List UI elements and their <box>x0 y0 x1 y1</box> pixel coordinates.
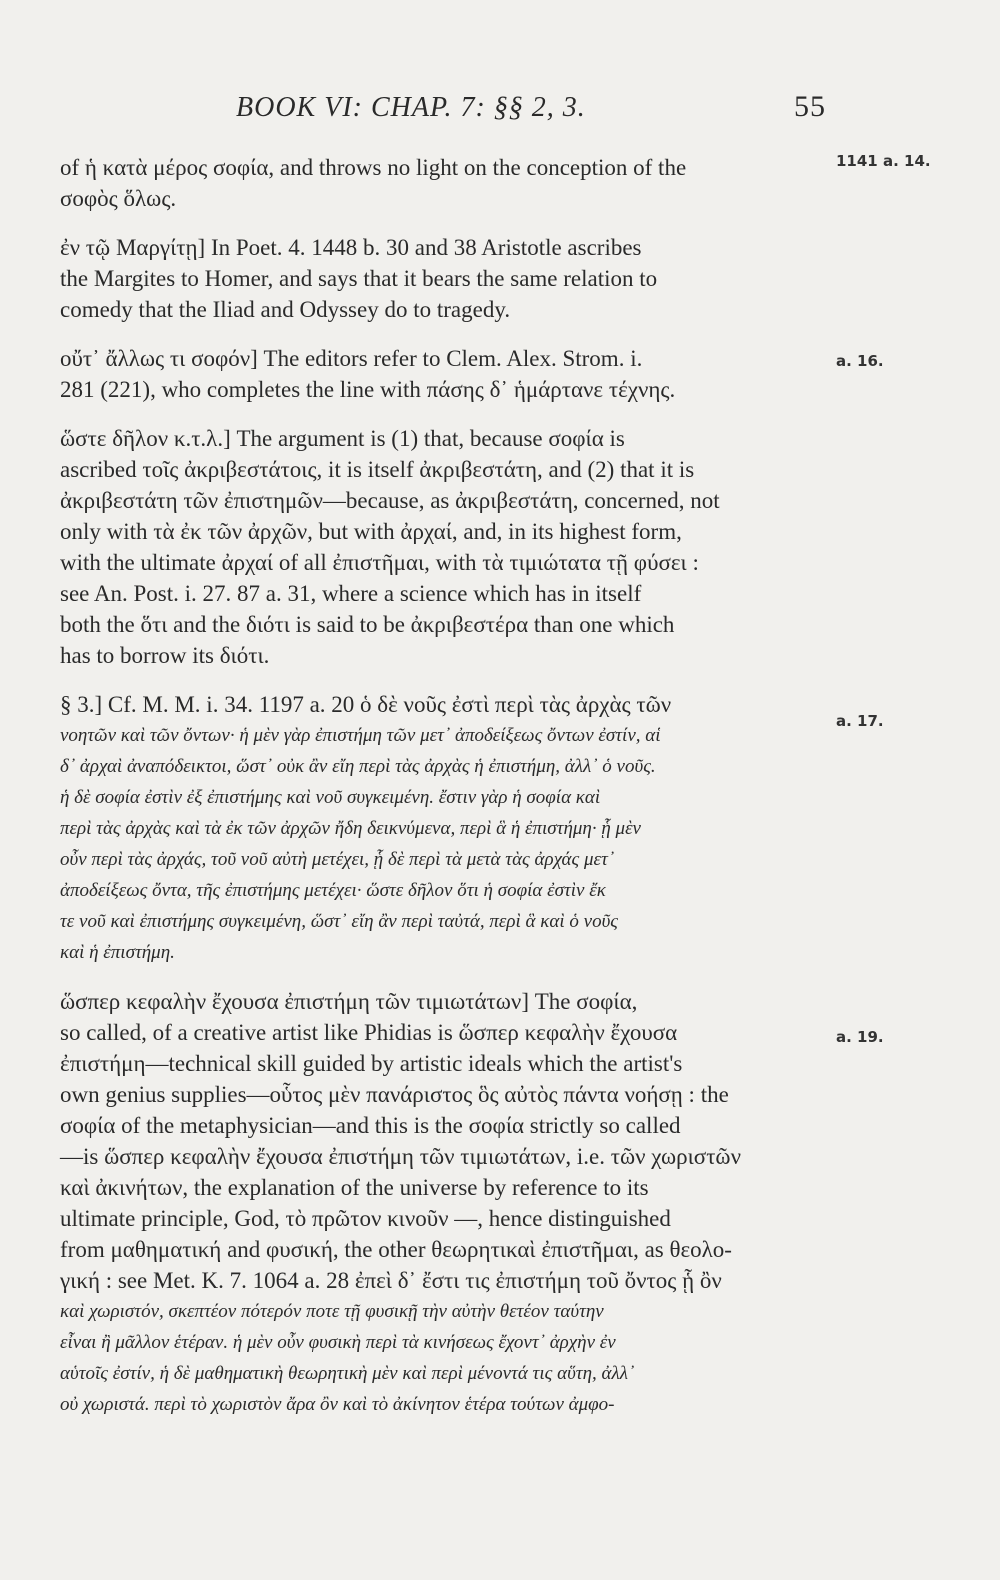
text-line: οὔτ᾽ ἄλλως τι σοφόν] The editors refer to Clem. Alex. Strom. i. <box>60 346 643 371</box>
commentary-text <box>60 152 840 1420</box>
paragraph <box>60 152 840 214</box>
text-line: σοφὸς ὅλως. <box>60 186 177 211</box>
text-line: ὥστε δῆλον κ.τ.λ.] The argument is (1) that, because σοφία is <box>60 426 625 451</box>
paragraph <box>60 689 840 968</box>
margin-ref: a. 19. <box>836 1028 884 1046</box>
paragraph <box>60 343 840 405</box>
text-line: § 3.] Cf. M. M. i. 34. 1197 a. 20 ὁ δὲ νοῦς ἐστὶ περὶ τὰς ἀρχὰς τῶν <box>60 692 672 717</box>
text-line: σοφία of the metaphysician—and this is the σοφία strictly so called <box>60 1113 681 1138</box>
running-head: BOOK VI: CHAP. 7: §§ 2, 3. <box>236 92 586 123</box>
text-line: 281 (221), who completes the line with πάσης δ᾽ ἡμάρτανε τέχνης. <box>60 377 676 402</box>
text-line: ἐν τῷ Μαργίτῃ] In Poet. 4. 1448 b. 30 and 38 Aristotle ascribes <box>60 235 642 260</box>
text-line: οὐ χωριστά. περὶ τὸ χωριστὸν ἄρα ὂν καὶ τὸ ἀκίνητον ἑτέρα τούτων ἀμφο- <box>60 1394 615 1415</box>
text-line: has to borrow its διότι. <box>60 643 270 668</box>
text-line: only with τὰ ἐκ τῶν ἀρχῶν, but with ἀρχαί, and, in its highest form, <box>60 519 682 544</box>
text-line: comedy that the Iliad and Odyssey do to tragedy. <box>60 297 511 322</box>
running-header <box>236 92 836 124</box>
text-line: νοητῶν καὶ τῶν ὄντων· ἡ μὲν γὰρ ἐπιστήμη τῶν μετ᾽ ἀποδείξεως ὄντων ἐστίν, αἱ <box>60 725 661 746</box>
text-line: τε νοῦ καὶ ἐπιστήμης συγκειμένη, ὥστ᾽ εἴη ἂν περὶ ταὐτά, περὶ ἃ καὶ ὁ νοῦς <box>60 911 619 932</box>
text-line: καὶ ἡ ἐπιστήμη. <box>60 942 175 963</box>
text-line: the Margites to Homer, and says that it bears the same relation to <box>60 266 658 291</box>
text-line: περὶ τὰς ἀρχὰς καὶ τὰ ἐκ τῶν ἀρχῶν ἤδη δεικνύμενα, περὶ ἃ ἡ ἐπιστήμη· ᾗ μὲν <box>60 818 641 839</box>
text-line: with the ultimate ἀρχαί of all ἐπιστῆμαι, with τὰ τιμιώτατα τῇ φύσει : <box>60 550 699 575</box>
text-line: ἐπιστήμη—technical skill guided by artistic ideals which the artist's <box>60 1051 683 1076</box>
text-line: οὖν περὶ τὰς ἀρχάς, τοῦ νοῦ αὐτὴ μετέχει, ᾗ δὲ περὶ τὰ μετὰ τὰς ἀρχάς μετ᾽ <box>60 849 615 870</box>
text-line: —is ὥσπερ κεφαλὴν ἔχουσα ἐπιστήμη τῶν τιμιωτάτων, i.e. τῶν χωριστῶν <box>60 1144 741 1169</box>
text-line: εἶναι ἢ μᾶλλον ἑτέραν. ἡ μὲν οὖν φυσικὴ περὶ τὰ κινήσεως ἔχοντ᾽ ἀρχὴν ἐν <box>60 1332 616 1353</box>
margin-ref: a. 16. <box>836 352 884 370</box>
text-line: ἀκριβεστάτη τῶν ἐπιστημῶν—because, as ἀκριβεστάτη, concerned, not <box>60 488 720 513</box>
text-line: from μαθηματική and φυσική, the other θεωρητικαὶ ἐπιστῆμαι, as θεολο- <box>60 1237 732 1262</box>
text-line: ἡ δὲ σοφία ἐστὶν ἐξ ἐπιστήμης καὶ νοῦ συγκειμένη. ἔστιν γὰρ ἡ σοφία καὶ <box>60 787 601 808</box>
text-line: καὶ ἀκινήτων, the explanation of the universe by reference to its <box>60 1175 649 1200</box>
text-line: καὶ χωριστόν, σκεπτέον πότερόν ποτε τῇ φυσικῇ τὴν αὐτὴν θετέον ταύτην <box>60 1301 604 1322</box>
page-number: 55 <box>794 90 826 123</box>
text-line: ἀποδείξεως ὄντα, τῆς ἐπιστήμης μετέχει· ὥστε δῆλον ὅτι ἡ σοφία ἐστὶν ἔκ <box>60 880 606 901</box>
margin-ref: a. 17. <box>836 712 884 730</box>
text-line: of ἡ κατὰ μέρος σοφία, and throws no light on the conception of the <box>60 155 687 180</box>
text-line: αὑτοῖς ἐστίν, ἡ δὲ μαθηματικὴ θεωρητικὴ μὲν καὶ περὶ μένοντά τις αὕτη, ἀλλ᾽ <box>60 1363 635 1384</box>
text-line: ascribed τοῖς ἀκριβεστάτοις, it is itself ἀκριβεστάτη, and (2) that it is <box>60 457 695 482</box>
text-line: δ᾽ ἀρχαὶ ἀναπόδεικτοι, ὥστ᾽ οὐκ ἂν εἴη περὶ τὰς ἀρχὰς ἡ ἐπιστήμη, ἀλλ᾽ ὁ νοῦς. <box>60 756 656 777</box>
text-line: ὥσπερ κεφαλὴν ἔχουσα ἐπιστήμη τῶν τιμιωτάτων] The σοφία, <box>60 989 638 1014</box>
text-line: so called, of a creative artist like Phidias is ὥσπερ κεφαλὴν ἔχουσα <box>60 1020 678 1045</box>
text-line: γική : see Met. K. 7. 1064 a. 28 ἐπεὶ δ᾽ ἔστι τις ἐπιστήμη τοῦ ὄντος ᾗ ὂν <box>60 1268 722 1293</box>
paragraph <box>60 986 840 1420</box>
text-line: both the ὅτι and the διότι is said to be ἀκριβεστέρα than one which <box>60 612 675 637</box>
paragraph <box>60 232 840 325</box>
margin-ref: 1141 a. 14. <box>836 152 931 170</box>
text-line: own genius supplies—οὗτος μὲν πανάριστος ὃς αὐτὸς πάντα νοήσῃ : the <box>60 1082 729 1107</box>
text-line: see An. Post. i. 27. 87 a. 31, where a science which has in itself <box>60 581 642 606</box>
text-line: ultimate principle, God, τὸ πρῶτον κινοῦν —, hence distinguished <box>60 1206 671 1231</box>
paragraph <box>60 423 840 671</box>
